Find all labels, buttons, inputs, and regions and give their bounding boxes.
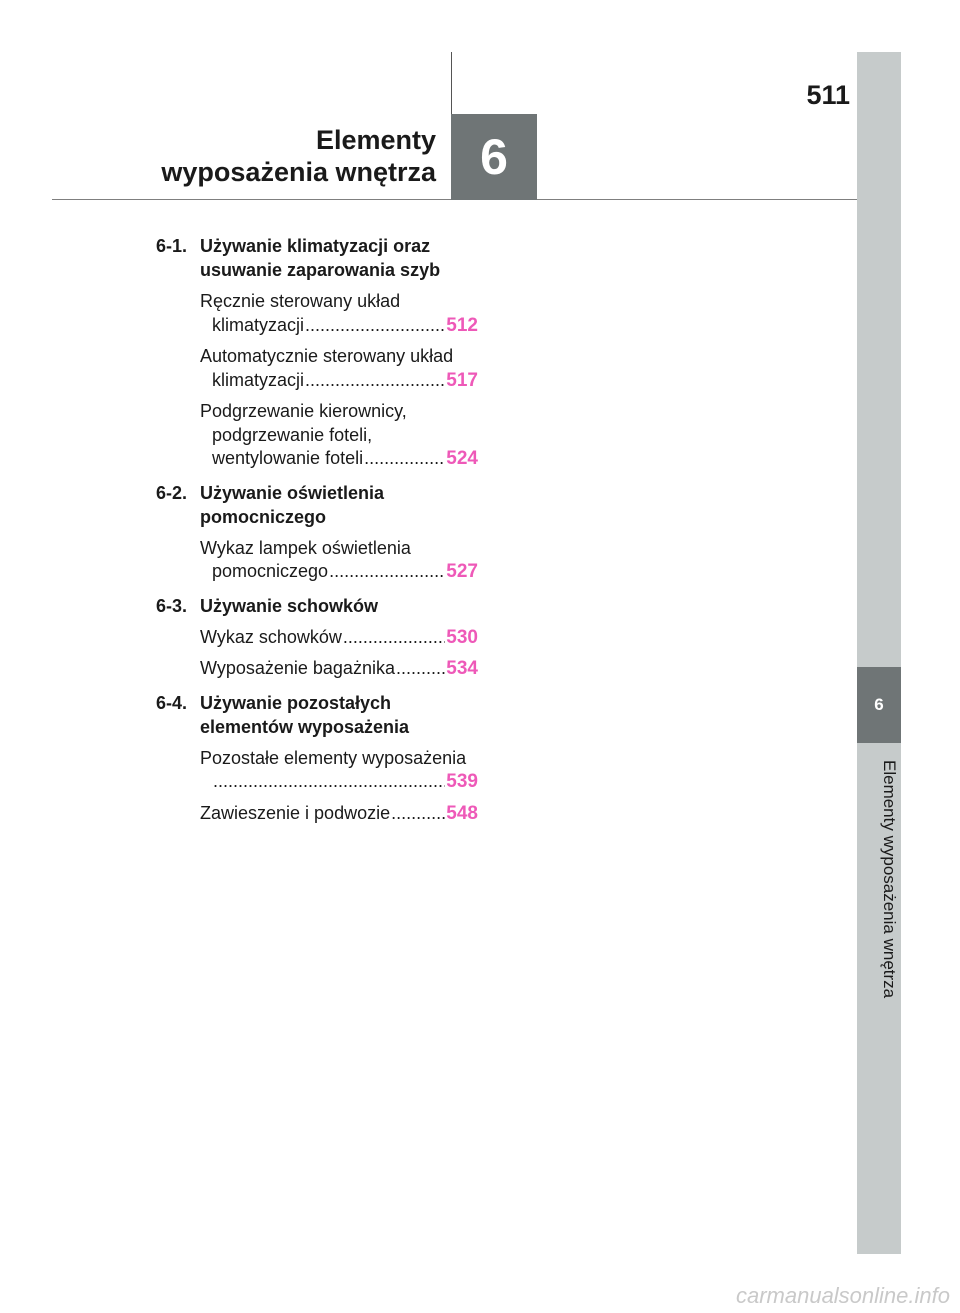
entry-line: Pozostałe elementy wyposażenia bbox=[200, 747, 467, 768]
entry-text: klimatyzacji bbox=[212, 369, 305, 390]
section-number: 6-1. bbox=[156, 236, 188, 256]
section-title[interactable] bbox=[200, 594, 478, 618]
toc-entry[interactable] bbox=[200, 345, 478, 392]
entry-line: Wykaz lampek oświetlenia bbox=[200, 537, 411, 558]
entry-text: Wyposażenie bagażnika bbox=[200, 658, 395, 678]
section-number: 6-4. bbox=[156, 692, 188, 713]
section-title-line: Używanie oświetlenia bbox=[200, 482, 385, 503]
side-chapter-label: Elementy wyposażenia wnętrza bbox=[880, 760, 899, 999]
entry-text: klimatyzacji bbox=[212, 314, 305, 335]
toc-section bbox=[156, 481, 478, 584]
page-reference-link[interactable]: 524 bbox=[446, 448, 478, 469]
watermark: carmanualsonline.info bbox=[735, 1283, 950, 1308]
section-title-line: Używanie klimatyzacji oraz bbox=[200, 236, 431, 256]
entry-last-line bbox=[200, 802, 478, 826]
side-chapter-tab[interactable]: 6 bbox=[857, 667, 901, 743]
section-title[interactable] bbox=[200, 481, 478, 529]
page-reference-link[interactable]: 530 bbox=[446, 626, 478, 648]
toc-entry[interactable] bbox=[200, 747, 478, 794]
toc-entry[interactable] bbox=[200, 400, 478, 471]
chapter-title-line1: Elementy bbox=[315, 125, 436, 155]
entry-text: Zawieszenie i podwozie bbox=[200, 802, 391, 823]
chapter-title-line2: wyposażenia wnętrza bbox=[161, 157, 436, 187]
entry-last-line bbox=[200, 369, 478, 393]
toc-entry[interactable] bbox=[200, 657, 478, 681]
toc-section bbox=[156, 691, 478, 826]
page-reference-link[interactable]: 512 bbox=[446, 314, 478, 336]
section-title-line: Używanie schowków bbox=[200, 595, 379, 616]
section-title-line: pomocniczego bbox=[200, 506, 327, 527]
dot-leader bbox=[343, 626, 445, 650]
page-reference-link[interactable]: 527 bbox=[446, 561, 478, 582]
toc-entry[interactable] bbox=[200, 537, 478, 584]
page-reference-link[interactable]: 539 bbox=[446, 771, 478, 792]
section-title-line: Używanie pozostałych bbox=[200, 692, 392, 713]
section-title-line: elementów wyposażenia bbox=[200, 716, 410, 737]
dot-leader bbox=[213, 770, 445, 794]
page-number: 511 bbox=[806, 80, 850, 110]
entry-last-line bbox=[200, 314, 478, 338]
side-strip bbox=[857, 52, 901, 1254]
entry-line: Automatycznie sterowany układ bbox=[200, 346, 454, 366]
page-reference-link[interactable]: 517 bbox=[446, 369, 478, 391]
entry-line: Ręcznie sterowany układ bbox=[200, 291, 401, 311]
entry-line: Podgrzewanie kierownicy, bbox=[200, 401, 407, 421]
section-title[interactable] bbox=[200, 691, 478, 739]
entry-last-line bbox=[200, 560, 478, 584]
dot-leader bbox=[391, 802, 445, 826]
page-reference-link[interactable]: 548 bbox=[446, 802, 478, 824]
section-number: 6-2. bbox=[156, 482, 188, 503]
chapter-title bbox=[161, 124, 436, 188]
entry-text: wentylowanie foteli bbox=[212, 448, 364, 468]
toc-entry[interactable] bbox=[200, 802, 478, 826]
entry-last-line bbox=[200, 447, 478, 471]
dot-leader bbox=[305, 369, 445, 393]
section-title-line: usuwanie zaparowania szyb bbox=[200, 260, 441, 280]
table-of-contents bbox=[156, 234, 478, 835]
toc-section bbox=[156, 594, 478, 681]
toc-section bbox=[156, 234, 478, 471]
dot-leader bbox=[396, 657, 445, 681]
entry-last-line bbox=[200, 657, 478, 681]
entry-text: Wykaz schowków bbox=[200, 626, 342, 647]
toc-entry[interactable] bbox=[200, 626, 478, 650]
chapter-number-box: 6 bbox=[451, 114, 537, 200]
section-number: 6-3. bbox=[156, 595, 188, 616]
dot-leader bbox=[305, 314, 445, 338]
entry-last-line bbox=[200, 626, 478, 650]
header-divider-vertical bbox=[451, 52, 452, 114]
entry-text: pomocniczego bbox=[212, 561, 329, 581]
toc-entry[interactable] bbox=[200, 290, 478, 337]
page-reference-link[interactable]: 534 bbox=[446, 658, 478, 679]
dot-leader bbox=[364, 447, 445, 471]
section-title[interactable] bbox=[200, 234, 478, 282]
entry-line: podgrzewanie foteli, bbox=[212, 424, 373, 445]
dot-leader bbox=[329, 560, 445, 584]
entry-last-line bbox=[200, 770, 478, 794]
